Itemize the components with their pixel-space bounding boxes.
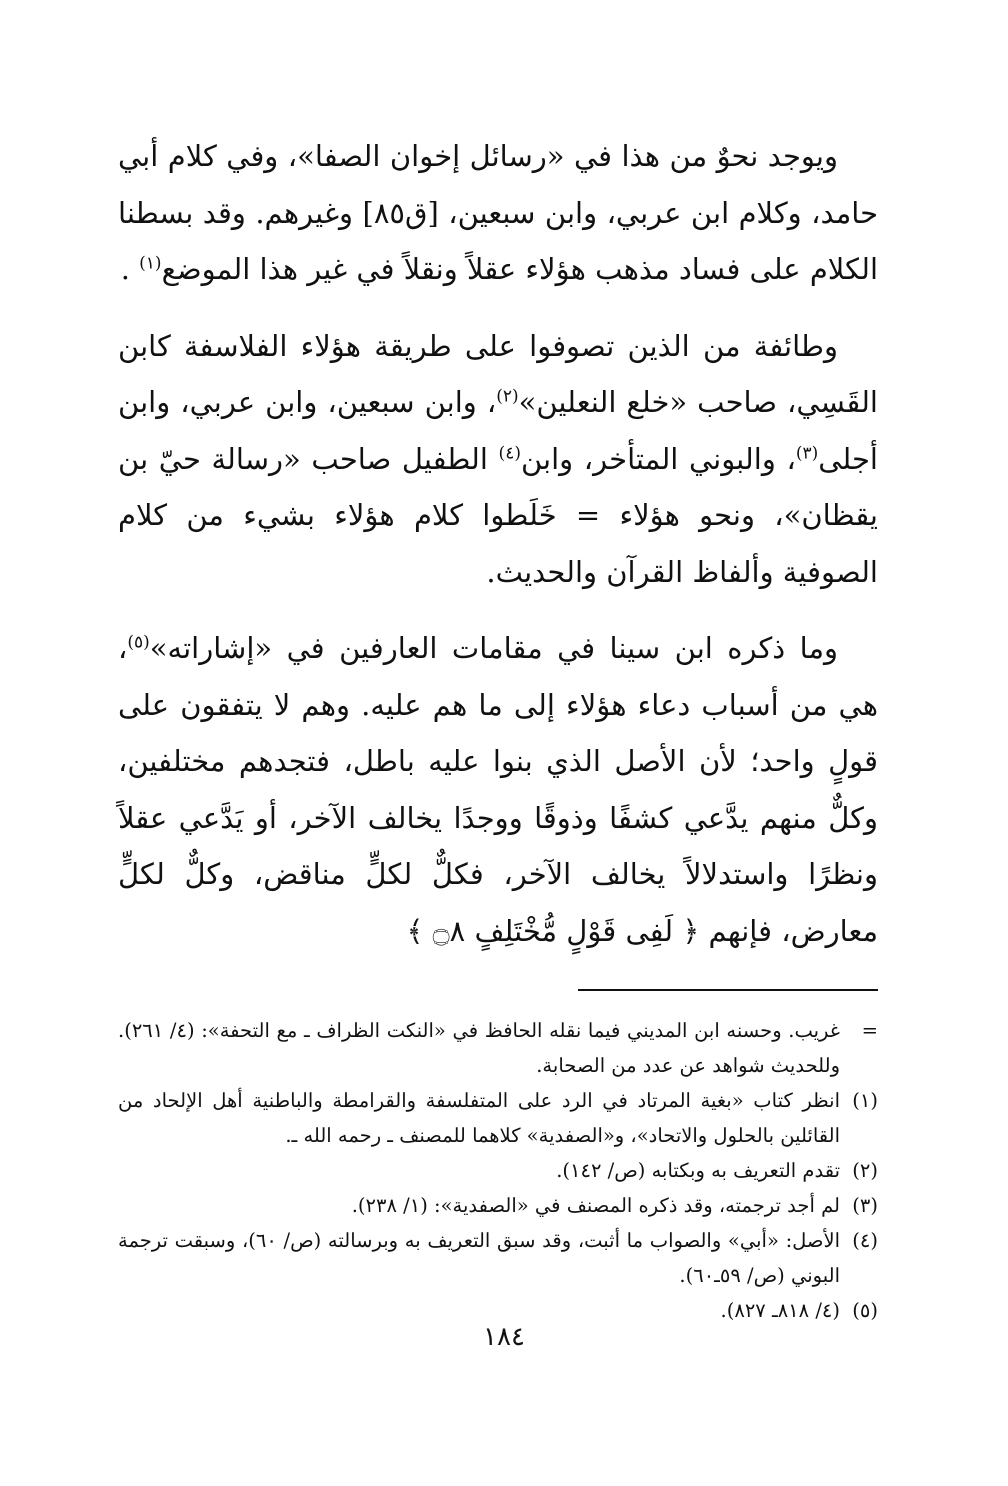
footnote-ref-5[interactable]: (٥) — [127, 632, 150, 653]
footnote-text: غريب. وحسنه ابن المديني فيما نقله الحافظ في «النكت الظراف ـ مع التحفة»: (٤/ ٢٦١). وللحديث شواهد عن عدد من الصحابة. — [118, 1019, 840, 1077]
footnotes — [118, 1013, 878, 1328]
footnote-mark: (٥) — [852, 1299, 878, 1322]
footnote-text: تقدم التعريف به وبكتابه (ص/ ١٤٢). — [556, 1159, 840, 1182]
paragraph-1 — [118, 128, 878, 298]
footnote-1 — [118, 1083, 878, 1153]
paragraph-3 — [118, 620, 878, 959]
paragraph-2-part-4: الطفيل صاحب «رسالة حيّ بن يقظان»، ونحو هؤلاء = خَلَطوا كلام هؤلاء بشيء من كلام الصوفية وألفاظ القرآن والحديث. — [118, 441, 878, 589]
paragraph-2-part-1: وطائفة من الذين تصوفوا على طريقة هؤلاء الفلاسفة كابن القَسِي، صاحب «خلع النعلين» — [118, 328, 878, 419]
footnote-text: الأصل: «أبي» والصواب ما أثبت، وقد سبق التعريف به وبرسالته (ص/ ٦٠)، وسبقت ترجمة البوني (ص/ ٥٩ـ٦٠). — [118, 1229, 840, 1287]
footnote-mark: (٣) — [852, 1194, 878, 1217]
footnote-separator — [578, 989, 878, 991]
footnote-ref-2[interactable]: (٢) — [496, 386, 519, 407]
footnote-2 — [118, 1153, 878, 1188]
paragraph-3-text: وما ذكره ابن سينا في مقامات العارفين في «إشاراته» — [149, 631, 838, 665]
footnote-ref-1[interactable]: (١) — [139, 253, 162, 274]
footnote-4 — [118, 1223, 878, 1293]
footnote-text: (٤/ ٨١٨ـ ٨٢٧). — [720, 1299, 840, 1322]
paragraph-1-tail: . — [120, 252, 140, 286]
footnote-mark: (١) — [852, 1089, 878, 1112]
footnote-ref-4[interactable]: (٤) — [498, 442, 521, 463]
main-text — [118, 128, 878, 959]
paragraph-3-tail: ، هي من أسباب دعاء هؤلاء إلى ما هم عليه. وهم لا يتفقون على قولٍ واحد؛ لأن الأصل الذي بنوا عليه باطل، فتجدهم مختلفين، وكلٌّ منهم يدَّعي كشفًا وذوقًا ووجدًا يخالف الآخر، أو يَدَّعي عقلاً ونظرًا واستدلالاً يخالف الآخر، فكلٌّ لكلٍّ مناقض، وكلٌّ لكلٍّ معارض، فإنهم ﴿ لَفِى قَوْلٍ مُّخْتَلِفٍ ۝٨ ﴾ — [118, 631, 878, 948]
footnote-continued — [118, 1013, 878, 1083]
footnote-mark: (٢) — [852, 1159, 878, 1182]
paragraph-2 — [118, 318, 878, 601]
footnote-text: انظر كتاب «بغية المرتاد في الرد على المتفلسفة والقرامطة والباطنية أهل الإلحاد من القائلين بالحلول والاتحاد»، و«الصفدية» كلاهما للمصنف ـ رحمه الله ـ. — [118, 1089, 840, 1147]
paragraph-2-part-2: ، وابن سبعين، وابن عربي، وابن أجلى — [118, 385, 878, 476]
page-number: ١٨٤ — [483, 1322, 525, 1352]
paragraph-2-part-3: ، والبوني المتأخر، وابن — [520, 441, 796, 476]
footnote-ref-3[interactable]: (٣) — [795, 442, 819, 463]
footnote-mark: = — [861, 1019, 878, 1042]
footnote-text: لم أجد ترجمته، وقد ذكره المصنف في «الصفدية»: (١/ ٢٣٨). — [351, 1194, 840, 1217]
footnote-3 — [118, 1188, 878, 1223]
footnote-mark: (٤) — [852, 1229, 878, 1252]
paragraph-1-text: ويوجد نحوٌ من هذا في «رسائل إخوان الصفا»، وفي كلام أبي حامد، وكلام ابن عربي، وابن سبعين، [ق٨٥] وغيرهم. وقد بسطنا الكلام على فساد مذهب هؤلاء عقلاً ونقلاً في غير هذا الموضع — [118, 139, 878, 286]
